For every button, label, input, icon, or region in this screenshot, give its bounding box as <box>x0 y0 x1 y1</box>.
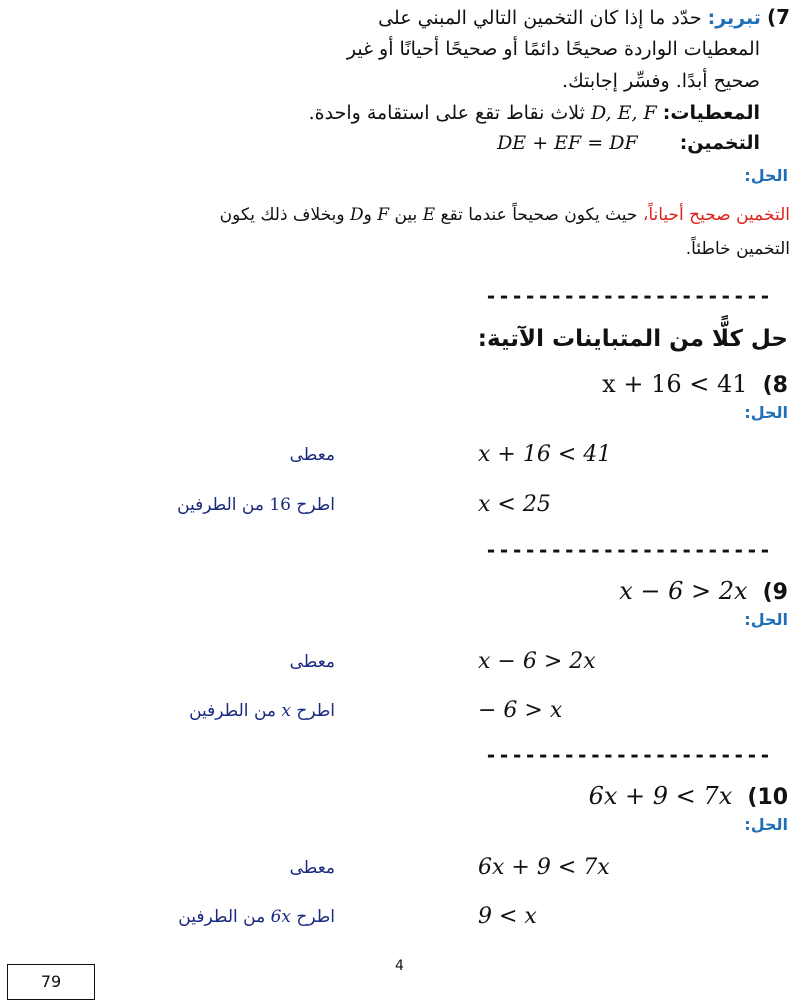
given-text: ثلاث نقاط تقع على استقامة واحدة. <box>308 102 585 124</box>
problem-7-number: 7) <box>766 5 790 29</box>
answer-text-4: وبخلاف ذلك يكون <box>219 205 351 225</box>
problem-8-step2-eq: x < 25 <box>478 492 551 517</box>
problem-9-step2-reason <box>189 701 335 721</box>
answer-point-d: D <box>350 205 364 225</box>
problem-7-solution-label: الحل: <box>744 166 788 185</box>
page-number-center: 4 <box>395 958 404 974</box>
problem-7-conjecture <box>80 128 760 158</box>
reason-math: 16 <box>269 495 291 515</box>
problem-10-statement: 6x + 9 < 7x <box>588 782 733 810</box>
problem-7-text-1: حدّد ما إذا كان التخمين التالي المبني على <box>378 7 702 29</box>
page-number-box: 79 <box>7 964 95 1000</box>
reason-post: من الطرفين <box>177 495 270 515</box>
problem-8-number: (8 <box>762 373 788 398</box>
problem-7-line1 <box>90 2 790 33</box>
separator-1: ---------------------- <box>485 284 772 308</box>
problem-8-header <box>602 370 788 398</box>
problem-8-step1-eq: x + 16 < 41 <box>478 442 612 467</box>
separator-3: ---------------------- <box>485 743 772 767</box>
problem-9-number: (9 <box>762 580 788 605</box>
answer-text-2: بين <box>389 205 423 225</box>
reason-pre: اطرح <box>290 701 335 721</box>
problem-8-statement: x + 16 < 41 <box>602 370 748 398</box>
problem-10-solution-label: الحل: <box>744 815 788 834</box>
problem-7-text-2: المعطيات الواردة صحيحًا دائمًا أو صحيحًا أحيانًا أو غير <box>346 38 760 60</box>
reason-pre: اطرح <box>290 495 335 515</box>
reason-math: 6x <box>270 907 291 927</box>
answer-text-3: و <box>363 205 378 225</box>
reasoning-tag: تبرير: <box>707 7 761 29</box>
problem-8-solution-label: الحل: <box>744 403 788 422</box>
answer-point-e: E <box>422 205 436 225</box>
problem-8-step1-reason: معطى <box>289 445 335 465</box>
problem-7-answer-line2: التخمين خاطئاً. <box>685 239 790 259</box>
answer-highlight: التخمين صحيح أحياناً، <box>642 205 790 225</box>
problem-10-header <box>589 782 788 810</box>
separator-2: ---------------------- <box>485 538 772 562</box>
given-points: D, E, F <box>590 102 657 124</box>
problem-10-step1-eq: 6x + 9 < 7x <box>478 855 610 880</box>
reason-post: من الطرفين <box>178 907 271 927</box>
problem-9-solution-label: الحل: <box>744 610 788 629</box>
problem-9-step1-eq: x − 6 > 2x <box>478 649 596 674</box>
problem-10-step1-reason: معطى <box>289 858 335 878</box>
problem-10-step2-reason <box>178 907 335 927</box>
problem-9-step2-eq: − 6 > x <box>478 698 563 723</box>
problem-9-step1-reason: معطى <box>289 652 335 672</box>
problem-7-given <box>80 98 760 128</box>
problem-8-step2-reason <box>177 495 335 515</box>
problem-7-text-3: صحيح أبدًا. وفسِّر إجابتك. <box>562 70 760 92</box>
reason-pre: اطرح <box>290 907 335 927</box>
problem-10-number: (10 <box>747 785 788 810</box>
reason-math: x <box>281 701 291 721</box>
reason-post: من الطرفين <box>189 701 282 721</box>
given-label: المعطيات: <box>662 102 760 124</box>
problem-7-answer <box>10 200 790 230</box>
answer-text-1: حيث يكون صحيحاً عندما تقع <box>435 205 643 225</box>
conjecture-label: التخمين: <box>679 132 760 154</box>
conjecture-math: DE + EF = DF <box>497 132 638 154</box>
problem-10-step2-eq: 9 < x <box>478 904 537 929</box>
problem-9-header <box>619 577 788 605</box>
problem-9-statement: x − 6 > 2x <box>619 577 748 605</box>
section-title: حل كلًّا من المتباينات الآتية: <box>477 326 788 352</box>
answer-point-f: F <box>377 205 390 225</box>
